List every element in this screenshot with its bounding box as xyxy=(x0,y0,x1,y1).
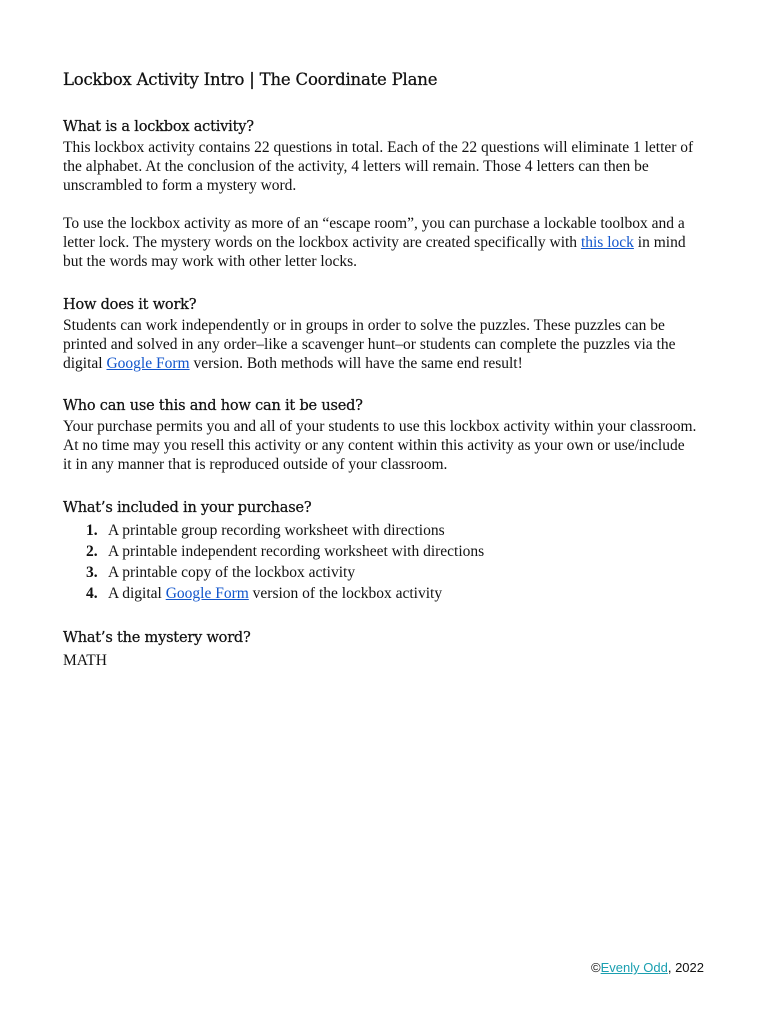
section-heading-how-it-works: How does it work? xyxy=(63,296,197,313)
section-heading-whats-included: What’s included in your purchase? xyxy=(63,499,312,516)
section-heading-mystery-word: What’s the mystery word? xyxy=(63,629,251,646)
footer-copyright xyxy=(591,960,704,976)
paragraph-text-before-link: To use the lockbox activity as more of an “escape room”, you can purchase a lockable toolbox and a letter lock. The mystery words on the lockbox activity are created specifically with xyxy=(63,215,685,251)
document-body xyxy=(63,69,743,670)
google-form-link[interactable]: Google Form xyxy=(165,585,249,602)
this-lock-link[interactable]: this lock xyxy=(580,234,634,251)
document-title: Lockbox Activity Intro | The Coordinate Plane xyxy=(63,70,438,89)
list-item xyxy=(63,562,743,583)
paragraph-text-before-link: Students can work independently or in groups in order to solve the puzzles. These puzzles can be printed and solved in any order–like a scavenger hunt–or students can complete the puzzles via the digital xyxy=(63,316,676,372)
paragraph-text-after-link: in mind but the words may work with other letter locks. xyxy=(63,234,686,270)
list-item-number: 4. xyxy=(86,585,98,602)
list-item-number: 2. xyxy=(86,543,98,560)
list-item-number: 1. xyxy=(86,522,98,539)
paragraph-escape-room xyxy=(63,214,743,271)
evenly-odd-link[interactable]: Evenly Odd xyxy=(600,960,668,975)
copyright-symbol: © xyxy=(591,960,601,975)
paragraph-text-after-link: version. Both methods will have the same end result! xyxy=(189,354,523,372)
list-item xyxy=(63,583,743,604)
paragraph-lockbox-description: This lockbox activity contains 22 questions in total. Each of the 22 questions will eliminate 1 letter of the alphabet. At the conclusion of the activity, 4 letters will remain. Those 4 letters can then be unscrambled to form a mystery word. xyxy=(63,139,694,194)
list-item-text xyxy=(108,583,743,604)
included-items-list xyxy=(63,520,743,604)
section-heading-who-can-use: Who can use this and how can it be used? xyxy=(63,398,363,414)
list-item xyxy=(63,541,743,562)
list-item-text: A printable group recording worksheet with directions xyxy=(108,522,445,539)
google-form-link[interactable]: Google Form xyxy=(106,354,190,372)
list-item-text: A printable copy of the lockbox activity xyxy=(108,564,356,581)
list-item-text-before-link: A digital xyxy=(108,585,166,602)
list-item xyxy=(63,520,743,541)
paragraph-usage-terms: Your purchase permits you and all of your students to use this lockbox activity within your classroom. At no time may you resell this activity or any content within this activity as your own or use/include it in any manner that is reproduced outside of your classroom. xyxy=(63,418,697,473)
mystery-word: MATH xyxy=(63,652,107,669)
list-item-text: A printable independent recording worksheet with directions xyxy=(108,543,485,560)
list-item-number: 3. xyxy=(86,564,98,581)
section-heading-what-is-lockbox: What is a lockbox activity? xyxy=(63,119,254,135)
paragraph-how-it-works xyxy=(63,316,743,373)
footer-year: , 2022 xyxy=(667,960,704,975)
list-item-text-after-link: version of the lockbox activity xyxy=(248,585,443,602)
